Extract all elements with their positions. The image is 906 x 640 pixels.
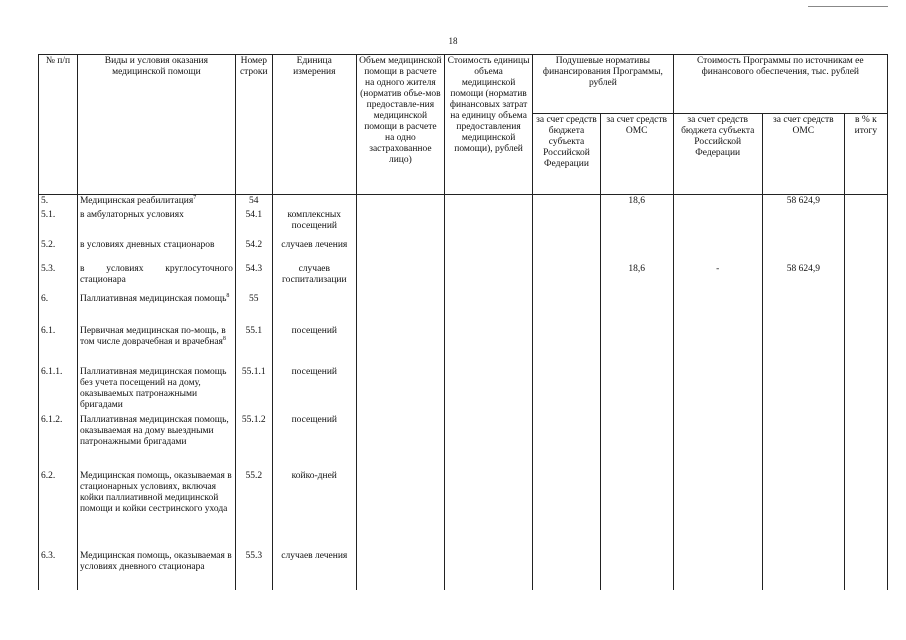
cell-name	[77, 263, 235, 293]
cell-cost-budget	[673, 325, 762, 366]
cell-row: 55.3	[235, 550, 272, 590]
cell-cost-budget	[673, 414, 762, 470]
cell-cost	[444, 550, 532, 590]
cell-unit	[272, 293, 356, 325]
table-row	[39, 263, 888, 293]
header-num: № п/п	[39, 55, 78, 195]
cell-volume	[356, 195, 444, 209]
cell-unit: случаев госпитализации	[272, 263, 356, 293]
table-row	[39, 470, 888, 550]
cell-num: 6.2.	[39, 470, 78, 550]
cell-unit: посещений	[272, 414, 356, 470]
header-volume: Объем медицинской помощи в расчете на одного жителя (норматив объе-мов предоставле-ния медицинской помощи в расчете на одно застрахованное лицо)	[356, 55, 444, 195]
table-row	[39, 325, 888, 366]
cell-norm-budget	[533, 325, 601, 366]
cell-unit: койко-дней	[272, 470, 356, 550]
cell-norm-budget	[533, 239, 601, 263]
cell-num: 5.3.	[39, 263, 78, 293]
table-row	[39, 414, 888, 470]
cell-volume	[356, 470, 444, 550]
cell-cost-percent	[844, 239, 887, 263]
cell-name-text: Медицинская помощь, оказываемая в условиях дневного стационара	[79, 550, 232, 572]
cell-cost-percent	[844, 209, 887, 239]
cell-num: 6.1.1.	[39, 366, 78, 414]
footnote-mark: 8	[226, 292, 230, 299]
footnote-mark: 8	[222, 335, 226, 342]
cell-name-text: Первичная медицинская по-мощь, в том числе доврачебная и врачебная	[79, 325, 226, 347]
cell-cost-oms	[762, 293, 844, 325]
cell-cost-budget	[673, 366, 762, 414]
cell-cost-oms	[762, 209, 844, 239]
cell-row: 54.3	[235, 263, 272, 293]
cell-volume	[356, 414, 444, 470]
cell-name	[77, 209, 235, 239]
cell-name-text: Паллиативная медицинская помощь	[79, 293, 227, 304]
cell-cost-percent	[844, 470, 887, 550]
cell-norm-oms	[600, 293, 673, 325]
cell-cost-oms	[762, 414, 844, 470]
cell-name-text: в условиях круглосуточного стационара	[79, 263, 233, 285]
cell-name	[77, 470, 235, 550]
cell-norm-oms	[600, 470, 673, 550]
cell-norm-budget	[533, 293, 601, 325]
cell-cost-oms: 58 624,9	[762, 195, 844, 209]
cell-row: 55.1.1	[235, 366, 272, 414]
cell-num: 6.1.	[39, 325, 78, 366]
header-norm-oms: за счет средств ОМС	[600, 114, 673, 195]
cell-cost	[444, 195, 532, 209]
cell-name	[77, 550, 235, 590]
header-cost-percent: в % к итогу	[844, 114, 887, 195]
cell-volume	[356, 550, 444, 590]
cell-cost-budget	[673, 470, 762, 550]
cell-cost-oms	[762, 239, 844, 263]
cell-cost	[444, 470, 532, 550]
table-row	[39, 195, 888, 209]
cell-num: 6.3.	[39, 550, 78, 590]
cell-cost-oms	[762, 366, 844, 414]
cell-name-text: в амбулаторных условиях	[79, 209, 184, 220]
cell-norm-oms: 18,6	[600, 195, 673, 209]
cell-cost-percent	[844, 414, 887, 470]
header-cost-budget: за счет средств бюджета субъекта Российской Федерации	[673, 114, 762, 195]
cell-row: 55.2	[235, 470, 272, 550]
cell-cost-percent	[844, 263, 887, 293]
cell-norm-oms	[600, 366, 673, 414]
cell-cost	[444, 325, 532, 366]
cell-name-text: в условиях дневных стационаров	[79, 239, 215, 250]
cell-unit: комплексных посещений	[272, 209, 356, 239]
cell-name	[77, 195, 235, 209]
cell-unit: случаев лечения	[272, 239, 356, 263]
cell-cost-percent	[844, 325, 887, 366]
footnote-mark: 7	[193, 194, 197, 201]
cell-cost	[444, 293, 532, 325]
cell-name-text: Медицинская реабилитация	[79, 196, 194, 206]
cell-cost-budget	[673, 293, 762, 325]
cell-name-text: Медицинская помощь, оказываемая в стационарных условиях, включая койки паллиативной медицинской помощи и койки сестринского ухода	[79, 470, 232, 514]
table-row	[39, 366, 888, 414]
cell-name	[77, 239, 235, 263]
header-unit-cost: Стоимость единицы объема медицинской помощи (норматив финансовых затрат на единицу объема предоставления медицинской помощи), рублей	[444, 55, 532, 195]
cell-cost-budget	[673, 550, 762, 590]
cell-row: 55.1	[235, 325, 272, 366]
cell-name	[77, 366, 235, 414]
cell-cost-percent	[844, 293, 887, 325]
cell-row: 55	[235, 293, 272, 325]
cell-num: 6.1.2.	[39, 414, 78, 470]
cell-volume	[356, 239, 444, 263]
header-kind: Виды и условия оказания медицинской помощи	[77, 55, 235, 195]
cell-cost	[444, 239, 532, 263]
cell-name	[77, 325, 235, 366]
table-row	[39, 239, 888, 263]
page-number: 18	[448, 36, 458, 46]
cell-unit: посещений	[272, 325, 356, 366]
cell-unit: посещений	[272, 366, 356, 414]
cell-cost-oms	[762, 470, 844, 550]
table-row	[39, 293, 888, 325]
cell-cost-budget: -	[673, 263, 762, 293]
cell-name	[77, 293, 235, 325]
program-cost-table	[38, 54, 888, 590]
header-unit: Единица измерения	[272, 55, 356, 195]
cell-volume	[356, 325, 444, 366]
cell-volume	[356, 263, 444, 293]
cell-num: 5.	[39, 195, 78, 209]
header-row-number: Номер строки	[235, 55, 272, 195]
cell-norm-oms	[600, 325, 673, 366]
header-cost-oms: за счет средств ОМС	[762, 114, 844, 195]
cell-cost-budget	[673, 239, 762, 263]
cell-norm-budget	[533, 195, 601, 209]
cell-name-text: Паллиативная медицинская помощь без учета посещений на дому, оказываемых патронажными бригадами	[79, 366, 227, 410]
top-scan-line	[808, 6, 888, 7]
cell-name-text: Паллиативная медицинская помощь, оказываемая на дому выездными патронажными бригадами	[79, 414, 229, 447]
cell-norm-oms: 18,6	[600, 263, 673, 293]
cell-unit	[272, 195, 356, 209]
cell-row: 55.1.2	[235, 414, 272, 470]
header-group-norms: Подушевые нормативы финансирования Программы, рублей	[533, 55, 673, 114]
cell-norm-budget	[533, 550, 601, 590]
cell-unit: случаев лечения	[272, 550, 356, 590]
cell-norm-oms	[600, 550, 673, 590]
cell-norm-budget	[533, 470, 601, 550]
cell-norm-budget	[533, 263, 601, 293]
cell-cost	[444, 263, 532, 293]
cell-cost	[444, 366, 532, 414]
cell-norm-oms	[600, 239, 673, 263]
cell-row: 54	[235, 195, 272, 209]
cell-norm-oms	[600, 414, 673, 470]
table-row	[39, 550, 888, 590]
cell-norm-budget	[533, 209, 601, 239]
cell-volume	[356, 293, 444, 325]
cell-cost-budget	[673, 209, 762, 239]
cell-num: 6.	[39, 293, 78, 325]
cell-volume	[356, 209, 444, 239]
cell-name	[77, 414, 235, 470]
cell-cost	[444, 414, 532, 470]
cell-cost-oms	[762, 550, 844, 590]
header-norm-budget: за счет средств бюджета субъекта Российской Федерации	[533, 114, 601, 195]
cell-row: 54.1	[235, 209, 272, 239]
cell-norm-budget	[533, 366, 601, 414]
cell-norm-oms	[600, 209, 673, 239]
cell-norm-budget	[533, 414, 601, 470]
cell-num: 5.1.	[39, 209, 78, 239]
table-row	[39, 209, 888, 239]
cell-cost-oms: 58 624,9	[762, 263, 844, 293]
cell-cost-budget	[673, 195, 762, 209]
cell-cost	[444, 209, 532, 239]
cell-cost-percent	[844, 195, 887, 209]
cell-cost-oms	[762, 325, 844, 366]
table-header-row	[39, 55, 888, 114]
cell-cost-percent	[844, 366, 887, 414]
header-group-cost: Стоимость Программы по источникам ее финансового обеспечения, тыс. рублей	[673, 55, 887, 114]
cell-volume	[356, 366, 444, 414]
cell-row: 54.2	[235, 239, 272, 263]
cell-cost-percent	[844, 550, 887, 590]
cell-num: 5.2.	[39, 239, 78, 263]
